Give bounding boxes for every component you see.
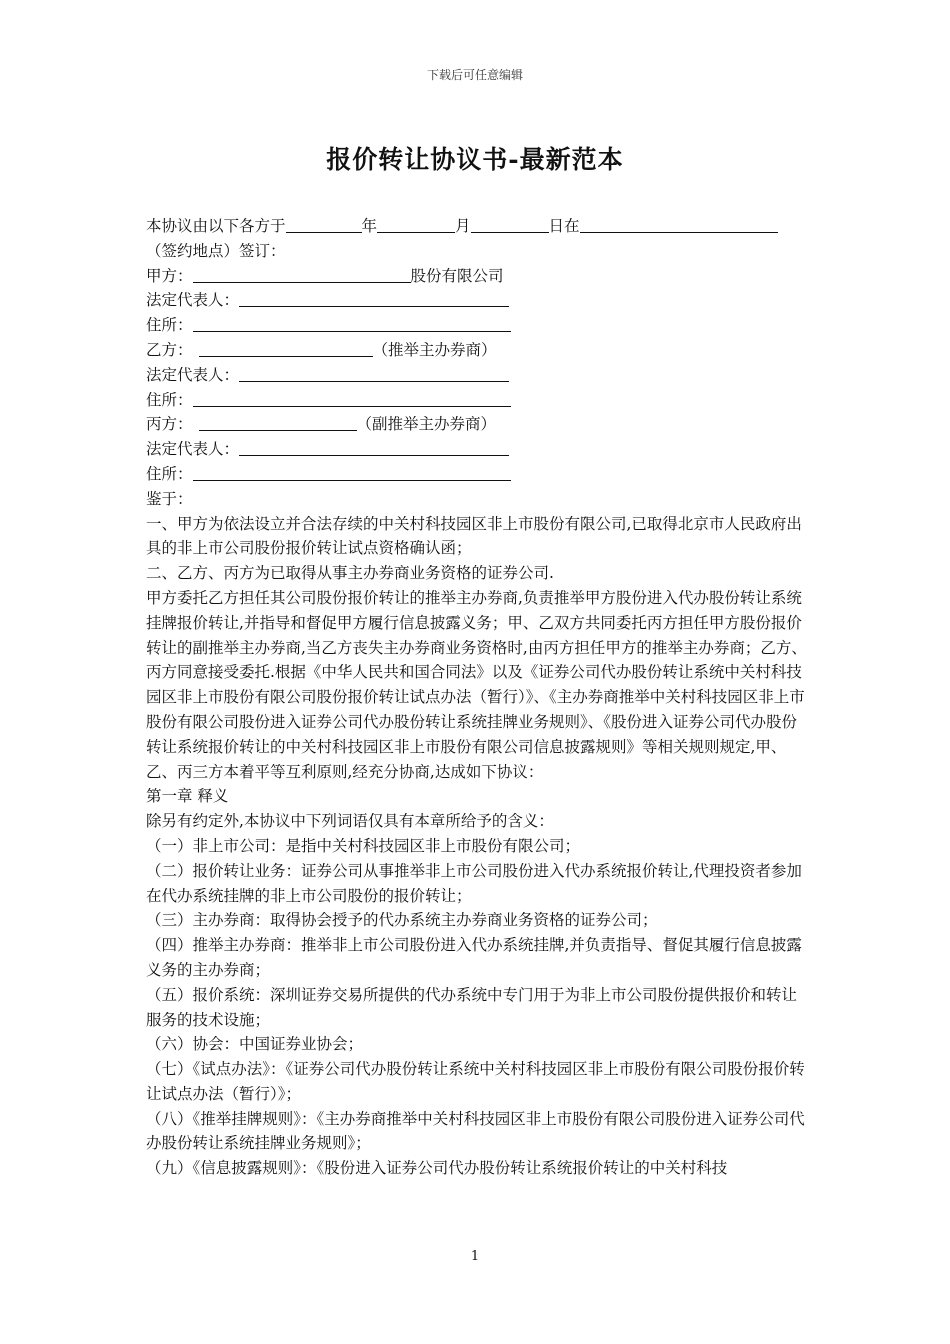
jia-rep [146, 288, 810, 313]
paragraph: 一、甲方为依法设立并合法存续的中关村科技园区非上市股份有限公司,已取得北京市人民政府出具的非上市公司股份报价转让试点资格确认函； [146, 514, 802, 558]
rep-label: 法定代表人： [146, 291, 240, 310]
bing-rep-blank[interactable] [239, 439, 509, 456]
bing-suffix: （副推举主办券商） [356, 415, 497, 434]
year-blank[interactable] [286, 216, 362, 233]
paragraph: 二、乙方、丙方为已取得从事主办券商业务资格的证券公司. [146, 564, 554, 583]
paragraph: 甲方委托乙方担任其公司股份报价转让的推举主办券商,负责推举甲方股份进入代办股份转让系统挂牌报价转让,并指导和督促甲方履行信息披露义务；甲、乙双方共同委托丙方担任甲方股份报价转让的副推举主办券商,当乙方丧失主办券商业务资格时,由丙方担任甲方的推举主办券商；乙方、丙方同意接受委托.根据《中华人民共和国合同法》以及《证券公司代办股份转让系统中关村科技园区非上市股份有限公司股份报价转让试点办法（暂行）》、《主办券商推举中关村科技园区非上市股份有限公司股份进入证券公司代办股份转让系统挂牌业务规则》、《股份进入证券公司代办股份转让系统报价转让的中关村科技园区非上市股份有限公司信息披露规则》等相关规则规定,甲、乙、丙三方本着平等互利原则,经充分协商,达成如下协议： [146, 588, 807, 781]
intro-prefix: 本协议由以下各方于 [146, 217, 286, 235]
chapter-heading: 第一章 释义 [146, 787, 229, 806]
jia-addr [146, 313, 810, 338]
definition-item: （六）协会：中国证券业协会； [146, 1035, 364, 1054]
definition-item: （九）《信息披露规则》：《股份进入证券公司代办股份转让系统报价转让的中关村科技 [146, 1159, 728, 1178]
rep-label: 法定代表人： [146, 440, 240, 459]
intro-month: 月 [455, 217, 471, 235]
intro-day: 日在 [548, 217, 580, 235]
yi-addr-blank[interactable] [193, 390, 511, 407]
definition-item: （三）主办券商：取得协会授予的代办系统主办券商业务资格的证券公司； [146, 911, 658, 930]
definition-item: （七）《试点办法》：《证券公司代办股份转让系统中关村科技园区非上市股份有限公司股份报价转让试点办法（暂行）》； [146, 1060, 805, 1103]
day-blank[interactable] [471, 216, 549, 233]
definition-item: （五）报价系统：深圳证券交易所提供的代办系统中专门用于为非上市公司股份提供报价和转让服务的技术设施； [146, 985, 798, 1029]
definition-item: （八）《推举挂牌规则》：《主办券商推举中关村科技园区非上市股份有限公司股份进入证券公司代办股份转让系统挂牌业务规则》； [146, 1109, 805, 1153]
yi-name-blank[interactable] [199, 340, 373, 357]
yi-rep [146, 363, 810, 388]
whereas: 鉴于： [146, 489, 193, 508]
place-line: （签约地点）签订： [146, 241, 286, 260]
place-blank[interactable] [580, 216, 778, 233]
jia-label: 甲方： [146, 266, 193, 285]
jia-suffix: 股份有限公司 [410, 266, 504, 285]
yi-suffix: （推举主办券商） [372, 340, 497, 359]
party-yi [146, 338, 810, 363]
yi-rep-blank[interactable] [239, 365, 509, 382]
intro-line [146, 214, 810, 239]
addr-label: 住所： [146, 316, 193, 335]
bing-label: 丙方： [146, 415, 193, 434]
page-number: 1 [470, 1249, 480, 1264]
month-blank[interactable] [377, 216, 455, 233]
definition-item: （四）推举主办券商：推举非上市公司股份进入代办系统挂牌,并负责指导、督促其履行信息披露义务的主办券商； [146, 936, 802, 979]
jia-rep-blank[interactable] [239, 290, 509, 307]
header-note: 下载后可任意编辑 [426, 68, 523, 82]
bing-rep [146, 437, 810, 462]
bing-addr [146, 462, 810, 487]
jia-name-blank[interactable] [193, 266, 411, 283]
definition-item: （二）报价转让业务：证券公司从事推举非上市公司股份进入代办系统报价转让,代理投资者参加在代办系统挂牌的非上市公司股份的报价转让； [146, 861, 802, 905]
yi-addr [146, 388, 810, 413]
document-body [146, 214, 810, 1181]
party-bing [146, 412, 810, 437]
party-jia [146, 264, 810, 289]
definition-item: （一）非上市公司：是指中关村科技园区非上市股份有限公司； [146, 836, 581, 855]
addr-label: 住所： [146, 390, 193, 409]
intro-year: 年 [361, 217, 378, 235]
document-title: 报价转让协议书-最新范本 [326, 145, 624, 174]
addr-label: 住所： [146, 464, 193, 483]
jia-addr-blank[interactable] [193, 315, 511, 332]
yi-label: 乙方： [146, 340, 193, 359]
paragraph: 除另有约定外,本协议中下列词语仅具有本章所给予的含义： [146, 812, 554, 831]
bing-name-blank[interactable] [199, 414, 357, 431]
bing-addr-blank[interactable] [193, 464, 511, 481]
rep-label: 法定代表人： [146, 365, 240, 384]
